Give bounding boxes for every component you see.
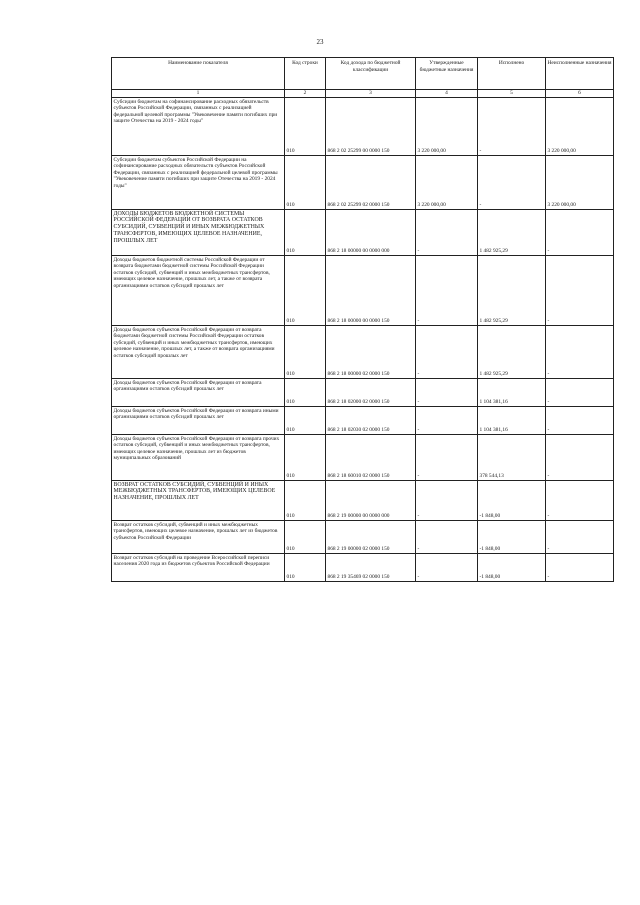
unexecuted-cell: - (546, 520, 614, 553)
executed-cell: -1 848,00 (478, 480, 546, 520)
approved-cell: - (416, 378, 478, 406)
executed-cell: 1 104 381,16 (478, 406, 546, 434)
column-number-row (112, 90, 614, 98)
page-number: 23 (316, 38, 324, 46)
header-line-code: Код строки (285, 58, 326, 90)
unexecuted-cell: - (546, 378, 614, 406)
indicator-name-cell: Доходы бюджетов субъектов Российской Федерации от возврата прочих остатков субсидий, субвенций и иных межбюджетных трансфертов, имеющих целевое назначение, прошлых лет из бюджетов муниципальных образований (112, 434, 285, 480)
line-code-cell: 010 (285, 378, 326, 406)
income-code-cell: 868 2 18 02030 02 0000 150 (326, 406, 416, 434)
indicator-name-cell: ВОЗВРАТ ОСТАТКОВ СУБСИДИЙ, СУБВЕНЦИЙ И ИНЫХ МЕЖБЮДЖЕТНЫХ ТРАНСФЕРТОВ, ИМЕЮЩИХ ЦЕЛЕВОЕ НАЗНАЧЕНИЕ, ПРОШЛЫХ ЛЕТ (112, 480, 285, 520)
unexecuted-cell: - (546, 325, 614, 378)
approved-cell: - (416, 209, 478, 255)
executed-cell: 378 544,13 (478, 434, 546, 480)
income-code-cell: 868 2 19 00000 02 0000 150 (326, 520, 416, 553)
approved-cell: 3 220 000,00 (416, 97, 478, 155)
line-code-cell: 010 (285, 209, 326, 255)
income-code-cell: 868 2 02 25299 02 0000 150 (326, 155, 416, 209)
executed-cell: 1 104 381,16 (478, 378, 546, 406)
table-row (112, 325, 614, 378)
header-approved: Утвержденные бюджетные назначения (416, 58, 478, 90)
executed-cell: -1 848,00 (478, 553, 546, 581)
income-code-cell: 868 2 19 35469 02 0000 150 (326, 553, 416, 581)
income-code-cell: 868 2 02 25299 00 0000 150 (326, 97, 416, 155)
income-code-cell: 868 2 18 00000 00 0000 000 (326, 209, 416, 255)
unexecuted-cell: - (546, 209, 614, 255)
header-row (112, 58, 614, 90)
table-row (112, 97, 614, 155)
report-table (111, 57, 614, 582)
unexecuted-cell: - (546, 553, 614, 581)
line-code-cell: 010 (285, 434, 326, 480)
executed-cell: 1 482 925,29 (478, 325, 546, 378)
table-row (112, 255, 614, 325)
unexecuted-cell: - (546, 434, 614, 480)
table-row (112, 209, 614, 255)
approved-cell: - (416, 325, 478, 378)
income-code-cell: 868 2 18 60010 02 0000 150 (326, 434, 416, 480)
column-number: 6 (546, 90, 614, 98)
indicator-name-cell: Субсидии бюджетам субъектов Российской Федерации на софинансирование расходных обязательств субъектов Российской Федерации, связанных с реализацией федеральной целевой программы "Увековечение памяти погибших при защите Отечества на 2019 - 2024 годы" (112, 155, 285, 209)
executed-cell: -1 848,00 (478, 520, 546, 553)
line-code-cell: 010 (285, 480, 326, 520)
income-code-cell: 868 2 18 00000 00 0000 150 (326, 255, 416, 325)
table-row (112, 520, 614, 553)
column-number: 5 (478, 90, 546, 98)
table-row (112, 406, 614, 434)
approved-cell: - (416, 553, 478, 581)
column-number: 2 (285, 90, 326, 98)
approved-cell: - (416, 434, 478, 480)
unexecuted-cell: - (546, 480, 614, 520)
unexecuted-cell: 3 220 000,00 (546, 155, 614, 209)
header-income-code: Код дохода по бюджетной классификации (326, 58, 416, 90)
unexecuted-cell: - (546, 406, 614, 434)
table-row (112, 378, 614, 406)
line-code-cell: 010 (285, 155, 326, 209)
line-code-cell: 010 (285, 325, 326, 378)
indicator-name-cell: Доходы бюджетов субъектов Российской Федерации от возврата иными организациями остатков субсидий прошлых лет (112, 406, 285, 434)
indicator-name-cell: Возврат остатков субсидий на проведение Всероссийской переписи населения 2020 года из бюджетов субъектов Российской Федерации (112, 553, 285, 581)
table-row (112, 553, 614, 581)
income-code-cell: 868 2 18 02000 02 0000 150 (326, 378, 416, 406)
unexecuted-cell: - (546, 255, 614, 325)
line-code-cell: 010 (285, 97, 326, 155)
column-number: 3 (326, 90, 416, 98)
column-number: 1 (112, 90, 285, 98)
line-code-cell: 010 (285, 255, 326, 325)
indicator-name-cell: Субсидии бюджетам на софинансирование расходных обязательств субъектов Российской Федерации, связанных с реализацией федеральной целевой программы "Увековечение памяти погибших при защите Отечества на 2019 - 2024 годы" (112, 97, 285, 155)
approved-cell: - (416, 406, 478, 434)
line-code-cell: 010 (285, 553, 326, 581)
indicator-name-cell: Возврат остатков субсидий, субвенций и иных межбюджетных трансфертов, имеющих целевое назначение, прошлых лет из бюджетов субъектов Российской Федерации (112, 520, 285, 553)
unexecuted-cell: 3 220 000,00 (546, 97, 614, 155)
income-code-cell: 868 2 18 00000 02 0000 150 (326, 325, 416, 378)
table-row (112, 480, 614, 520)
approved-cell: 3 220 000,00 (416, 155, 478, 209)
indicator-name-cell: Доходы бюджетов бюджетной системы Российской Федерации от возврата бюджетами бюджетной системы Российской Федерации остатков субсидий, субвенций и иных межбюджетных трансфертов, имеющих целевое назначение, прошлых лет, а также от возврата организациями остатков субсидий прошлых лет (112, 255, 285, 325)
header-unexecuted: Неисполненные назначения (546, 58, 614, 90)
executed-cell: - (478, 155, 546, 209)
indicator-name-cell: Доходы бюджетов субъектов Российской Федерации от возврата бюджетами бюджетной системы Российской Федерации остатков субсидий, субвенций и иных межбюджетных трансфертов, имеющих целевое назначение, прошлых лет, а также от возврата организациями остатков субсидий прошлых лет (112, 325, 285, 378)
approved-cell: - (416, 480, 478, 520)
line-code-cell: 010 (285, 406, 326, 434)
indicator-name-cell: Доходы бюджетов субъектов Российской Федерации от возврата организациями остатков субсидий прошлых лет (112, 378, 285, 406)
approved-cell: - (416, 255, 478, 325)
indicator-name-cell: ДОХОДЫ БЮДЖЕТОВ БЮДЖЕТНОЙ СИСТЕМЫ РОССИЙСКОЙ ФЕДЕРАЦИИ ОТ ВОЗВРАТА ОСТАТКОВ СУБСИДИЙ, СУБВЕНЦИЙ И ИНЫХ МЕЖБЮДЖЕТНЫХ ТРАНСФЕРТОВ, ИМЕЮЩИХ ЦЕЛЕВОЕ НАЗНАЧЕНИЕ, ПРОШЛЫХ ЛЕТ (112, 209, 285, 255)
line-code-cell: 010 (285, 520, 326, 553)
header-executed: Исполнено (478, 58, 546, 90)
header-indicator-name: Наименование показателя (112, 58, 285, 90)
executed-cell: - (478, 97, 546, 155)
column-number: 4 (416, 90, 478, 98)
approved-cell: - (416, 520, 478, 553)
executed-cell: 1 482 925,29 (478, 255, 546, 325)
executed-cell: 1 482 925,29 (478, 209, 546, 255)
table-row (112, 434, 614, 480)
table-row (112, 155, 614, 209)
income-code-cell: 868 2 19 00000 00 0000 000 (326, 480, 416, 520)
